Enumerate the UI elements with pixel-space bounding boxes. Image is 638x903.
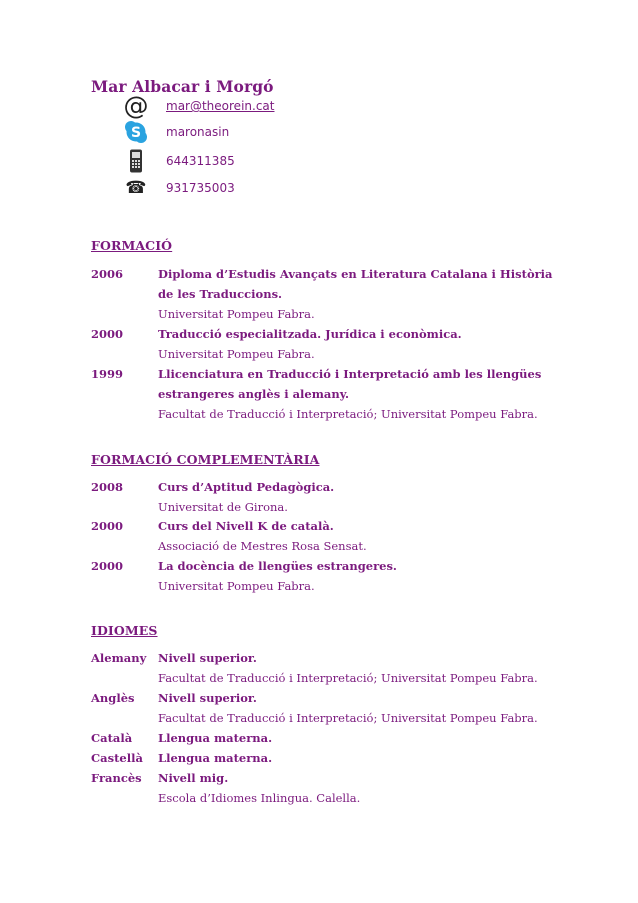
language-name: Anglès bbox=[91, 691, 135, 705]
entry-title: Curs del Nivell K de català. bbox=[158, 519, 334, 533]
entry-institution: Associació de Mestres Rosa Sensat. bbox=[158, 539, 367, 553]
entry-year: 2000 bbox=[91, 559, 124, 573]
entry-title: Curs d’Aptitud Pedagògica. bbox=[158, 480, 335, 494]
entry-year: 2006 bbox=[91, 267, 124, 281]
language-level: Nivell mig. bbox=[158, 771, 229, 785]
email-link[interactable]: mar@theorein.cat bbox=[166, 99, 275, 113]
entry-title: de les Traduccions. bbox=[158, 287, 283, 301]
mobile-phone-icon bbox=[120, 149, 152, 173]
entry-institution: Facultat de Traducció i Interpretació; Universitat Pompeu Fabra. bbox=[158, 407, 538, 421]
language-name: Català bbox=[91, 731, 133, 745]
language-institution: Facultat de Traducció i Interpretació; Universitat Pompeu Fabra. bbox=[158, 711, 538, 725]
section-title-formacio: FORMACIÓ bbox=[91, 238, 173, 253]
section-title-complementaria: FORMACIÓ COMPLEMENTÀRIA bbox=[91, 452, 320, 467]
entry-title: Diploma d’Estudis Avançats en Literatura Catalana i Història bbox=[158, 267, 553, 281]
language-level: Llengua materna. bbox=[158, 751, 273, 765]
entry-title: Llicenciatura en Traducció i Interpretació amb les llengües bbox=[158, 367, 542, 381]
skype-icon bbox=[120, 120, 152, 144]
entry-year: 1999 bbox=[91, 367, 124, 381]
entry-title: estrangeres anglès i alemany. bbox=[158, 387, 350, 401]
person-name: Mar Albacar i Morgó bbox=[91, 77, 274, 96]
entry-title: Traducció especialitzada. Jurídica i econòmica. bbox=[158, 327, 462, 341]
contact-phone-row bbox=[120, 176, 420, 200]
entry-year: 2000 bbox=[91, 327, 124, 341]
contact-email-row bbox=[120, 91, 420, 120]
entry-year: 2000 bbox=[91, 519, 124, 533]
language-name: Alemany bbox=[91, 651, 147, 665]
language-institution: Escola d’Idiomes Inlingua. Calella. bbox=[158, 791, 361, 805]
entry-institution: Universitat Pompeu Fabra. bbox=[158, 579, 315, 593]
section-title-idiomes: IDIOMES bbox=[91, 623, 158, 638]
entry-institution: Universitat Pompeu Fabra. bbox=[158, 307, 315, 321]
telephone-icon: ☎ bbox=[125, 178, 147, 198]
entry-institution: Universitat Pompeu Fabra. bbox=[158, 347, 315, 361]
contact-skype-row bbox=[120, 120, 420, 144]
svg-text:S: S bbox=[130, 125, 142, 141]
language-name: Castellà bbox=[91, 751, 143, 765]
entry-institution: Universitat de Girona. bbox=[158, 500, 288, 514]
language-level: Llengua materna. bbox=[158, 731, 273, 745]
at-sign-icon: @ bbox=[123, 91, 149, 120]
phone-number: 931735003 bbox=[166, 181, 235, 195]
skype-username: maronasin bbox=[166, 125, 230, 139]
contact-mobile-row bbox=[120, 149, 420, 173]
language-institution: Facultat de Traducció i Interpretació; Universitat Pompeu Fabra. bbox=[158, 671, 538, 685]
entry-year: 2008 bbox=[91, 480, 124, 494]
language-level: Nivell superior. bbox=[158, 691, 257, 705]
language-name: Francès bbox=[91, 771, 142, 785]
entry-title: La docència de llengües estrangeres. bbox=[158, 559, 397, 573]
language-level: Nivell superior. bbox=[158, 651, 257, 665]
mobile-number: 644311385 bbox=[166, 154, 235, 168]
